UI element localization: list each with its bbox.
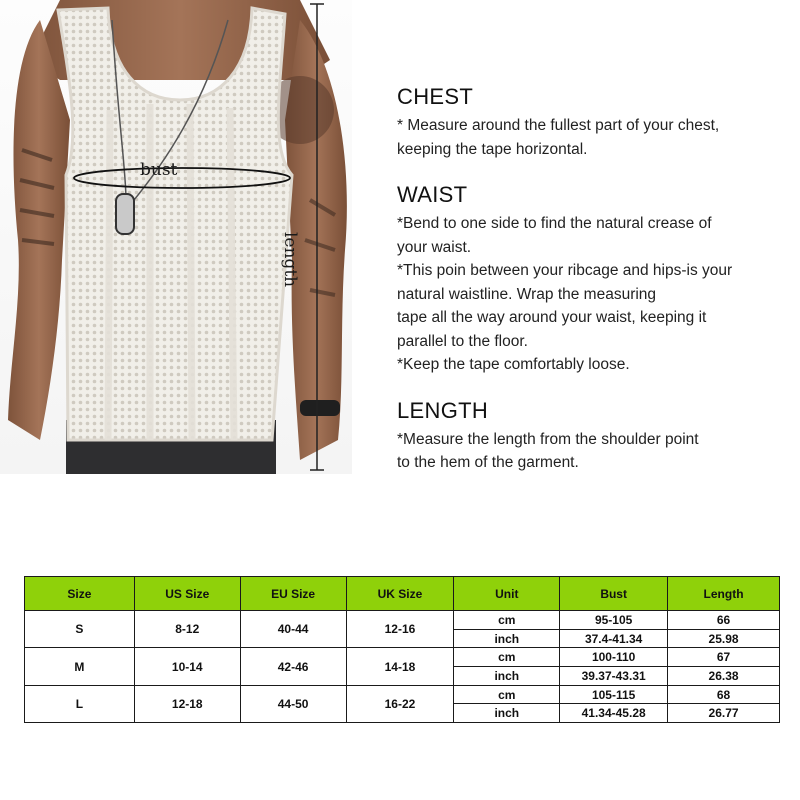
cell-eu-size: 44-50 [240,685,346,722]
instruction-line: * Measure around the fullest part of your chest, [397,117,720,134]
instruction-line: parallel to the floor. [397,332,528,350]
header-size: Size [25,577,135,611]
instruction-line: natural waistline. Wrap the measuring [397,285,657,303]
header-eu-size: EU Size [240,577,346,611]
length-label: length [280,232,300,288]
cell-length: 68 [668,685,780,704]
cell-unit: cm [454,685,560,704]
bust-label: bust [140,160,178,180]
cell-bust: 95-105 [560,611,668,630]
cell-size: M [25,648,135,685]
header-unit: Unit [454,577,560,611]
header-uk-size: UK Size [346,577,454,611]
header-bust: Bust [560,577,668,611]
header-us-size: US Size [134,577,240,611]
cell-bust: 37.4-41.34 [560,629,668,648]
table-row [25,685,780,704]
table-row [25,648,780,667]
cell-unit: inch [454,629,560,648]
instruction-line: tape all the way around your waist, keeping it [397,309,707,326]
cell-length: 26.38 [668,667,780,686]
table-row [25,611,780,630]
cell-bust: 39.37-43.31 [560,667,668,686]
waist-section [397,182,792,377]
instruction-line: *Measure the length from the shoulder point [397,430,699,448]
waist-title: WAIST [397,182,468,207]
cell-eu-size: 42-46 [240,648,346,685]
product-photo [0,0,352,474]
cell-size: S [25,611,135,648]
cell-eu-size: 40-44 [240,611,346,648]
chest-section [397,84,792,161]
length-title: LENGTH [397,397,489,423]
cell-bust: 105-115 [560,685,668,704]
cell-bust: 41.34-45.28 [560,704,668,723]
cell-us-size: 8-12 [134,611,240,648]
cell-length: 26.77 [668,704,780,723]
cell-unit: cm [454,611,560,630]
instruction-line: your waist. [397,238,472,256]
length-section [397,398,792,475]
cell-bust: 100-110 [560,648,668,667]
cell-uk-size: 12-16 [346,611,454,648]
chest-title: CHEST [397,84,474,109]
cell-unit: inch [454,704,560,723]
cell-unit: cm [454,648,560,667]
cell-length: 66 [668,611,780,630]
table-header-row [25,577,780,611]
instruction-line: *Keep the tape comfortably loose. [397,356,630,373]
measurement-instructions [397,84,792,496]
cell-unit: inch [454,667,560,686]
cell-us-size: 10-14 [134,648,240,685]
cell-uk-size: 16-22 [346,685,454,722]
cell-length: 25.98 [668,629,780,648]
cell-uk-size: 14-18 [346,648,454,685]
cell-size: L [25,685,135,722]
instruction-line: to the hem of the garment. [397,454,579,471]
instruction-line: *Bend to one side to find the natural crease of [397,215,712,232]
size-chart-table [24,576,780,723]
instruction-line: *This poin between your ribcage and hips-is your [397,262,733,279]
header-length: Length [668,577,780,611]
instruction-line: keeping the tape horizontal. [397,140,588,158]
cell-us-size: 12-18 [134,685,240,722]
cell-length: 67 [668,648,780,667]
